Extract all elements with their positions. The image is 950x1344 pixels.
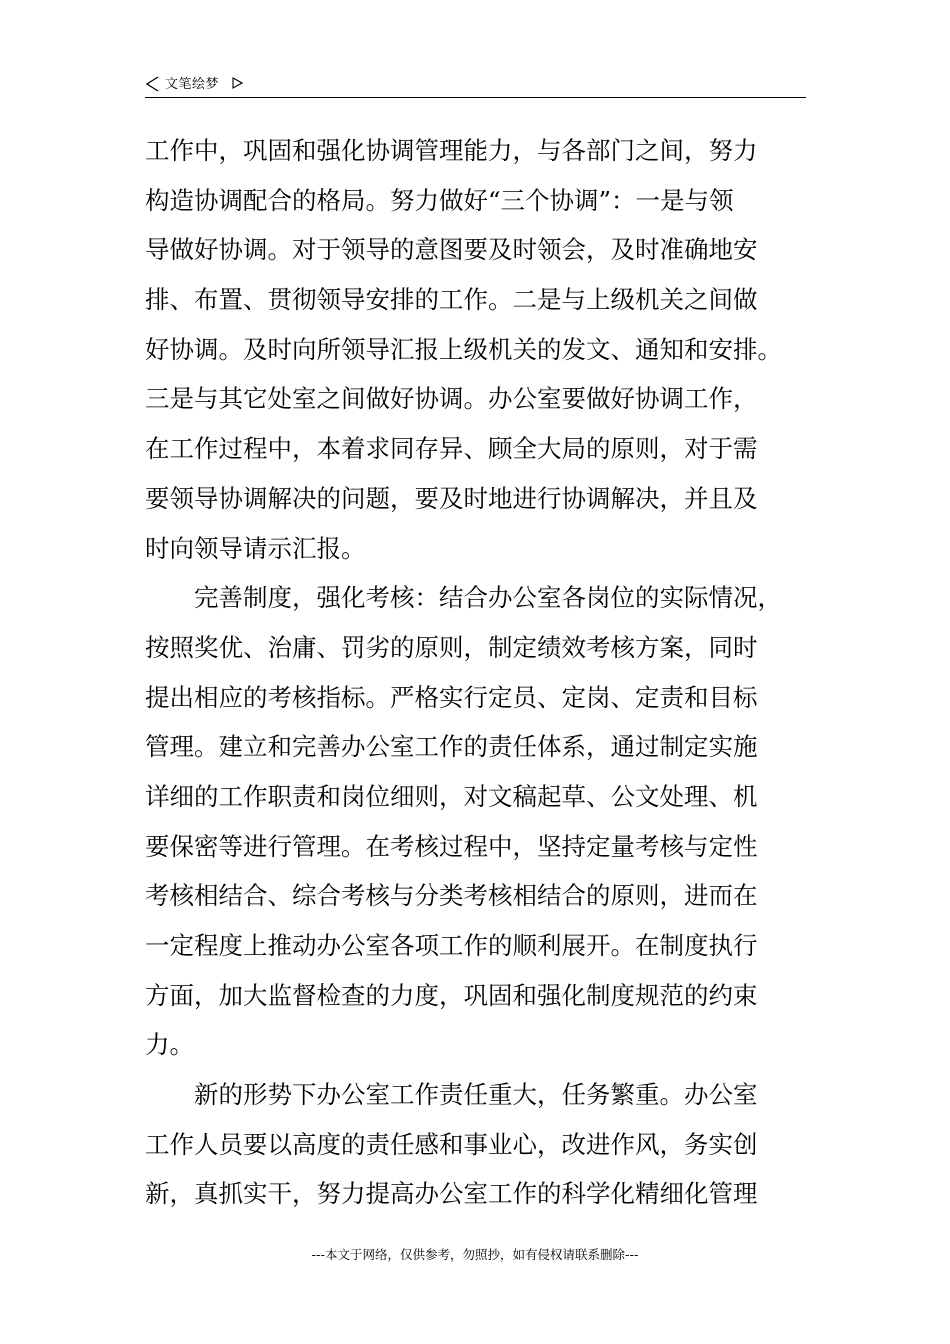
- header-title: 文笔绘梦: [165, 77, 220, 92]
- text-line: 考核相结合、综合考核与分类考核相结合的原则，进而在: [145, 881, 758, 911]
- document-body: [145, 126, 790, 1219]
- text-line: 时向领导请示汇报。: [145, 533, 366, 563]
- text-line: 新的形势下办公室工作责任重大，任务繁重。办公室: [145, 1080, 758, 1110]
- text-line: 要领导协调解决的问题，要及时地进行协调解决，并且及: [145, 483, 758, 513]
- text-line: 三是与其它处室之间做好协调。办公室要做好协调工作，: [145, 384, 758, 414]
- text-line: 构造协调配合的格局。努力做好“三个协调”：一是与领: [145, 185, 734, 215]
- text-line: 导做好协调。对于领导的意图要及时领会，及时准确地安: [145, 235, 758, 265]
- text-line: 按照奖优、治庸、罚劣的原则，制定绩效考核方案，同时: [145, 632, 758, 662]
- text-line: 在工作过程中，本着求同存异、顾全大局的原则，对于需: [145, 434, 758, 464]
- text-line: 一定程度上推动办公室各项工作的顺利展开。在制度执行: [145, 931, 758, 960]
- header-divider: [145, 97, 806, 98]
- text-line: 排、布置、贯彻领导安排的工作。二是与上级机关之间做: [145, 285, 758, 315]
- text-line: 详细的工作职责和岗位细则，对文稿起草、公文处理、机: [145, 781, 758, 811]
- text-line: 要保密等进行管理。在考核过程中，坚持定量考核与定性: [145, 831, 758, 861]
- text-line: 工作中，巩固和强化协调管理能力，与各部门之间，努力: [145, 136, 758, 165]
- text-line: 方面，加大监督检查的力度，巩固和强化制度规范的约束: [145, 980, 758, 1010]
- text-line: 力。: [145, 1030, 194, 1060]
- page-footer: ---本文于网络，仅供参考，勿照抄，如有侵权请联系删除---: [311, 1247, 639, 1262]
- text-line: 完善制度，强化考核：结合办公室各岗位的实际情况，: [145, 583, 782, 613]
- text-line: 工作人员要以高度的责任感和事业心，改进作风，务实创: [145, 1129, 758, 1159]
- text-line: 管理。建立和完善办公室工作的责任体系，通过制定实施: [145, 732, 758, 762]
- right-triangle-icon: [231, 77, 243, 89]
- text-line: 提出相应的考核指标。严格实行定员、定岗、定责和目标: [145, 682, 758, 712]
- left-triangle-icon: [145, 76, 161, 92]
- text-line: 好协调。及时向所领导汇报上级机关的发文、通知和安排。: [145, 334, 782, 364]
- text-line: 新，真抓实干，努力提高办公室工作的科学化精细化管理: [145, 1179, 758, 1209]
- page-header: [145, 76, 806, 98]
